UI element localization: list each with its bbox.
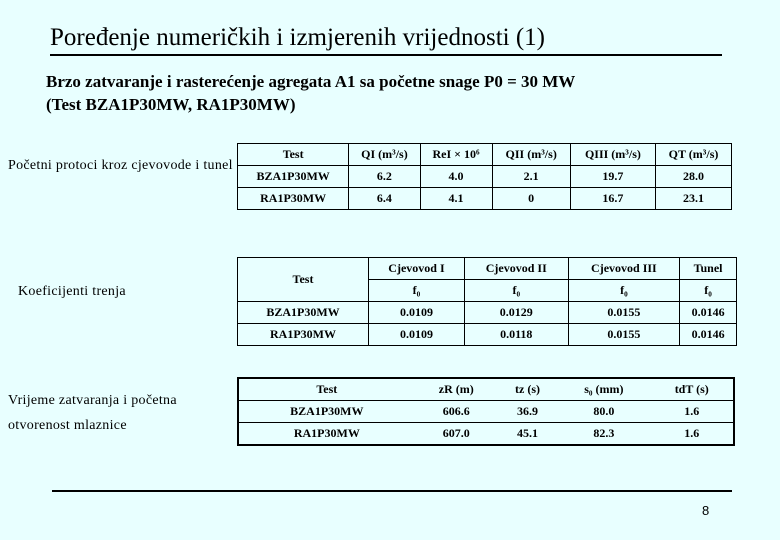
header-cell: tz (s) (515, 382, 540, 396)
cell: 1.6 (651, 401, 735, 423)
subtitle-line-2: (Test BZA1P30MW, RA1P30MW) (46, 95, 296, 114)
cell: 16.7 (570, 188, 655, 210)
header-cell: QII (m³/s) (492, 144, 570, 166)
cell: 0.0109 (369, 324, 465, 346)
header-cell: Test (316, 382, 338, 396)
header-cell: QIII (m³/s) (570, 144, 655, 166)
header-cell: tdT (s) (674, 382, 709, 396)
cell: 0.0109 (369, 302, 465, 324)
label-friction: Koeficijenti trenja (18, 284, 126, 299)
cell: BZA1P30MW (238, 166, 349, 188)
cell: BZA1P30MW (238, 401, 415, 423)
cell: 4.0 (420, 166, 492, 188)
cell: 19.7 (570, 166, 655, 188)
cell: 1.6 (651, 423, 735, 446)
cell: 0.0129 (464, 302, 568, 324)
header-cell: zR (m) (438, 382, 474, 396)
cell: 0.0155 (568, 324, 680, 346)
cell: 607.0 (415, 423, 498, 446)
table-closing (237, 377, 735, 446)
cell: f₀ (680, 280, 737, 302)
slide-subtitle (46, 70, 575, 116)
cell: 0.0155 (568, 302, 680, 324)
table-row (238, 423, 734, 446)
table-header-row (238, 258, 737, 280)
cell: RA1P30MW (238, 324, 369, 346)
cell: 6.4 (349, 188, 420, 210)
header-cell: Tunel (680, 258, 737, 280)
table-flows (237, 143, 732, 210)
header-cell: s₀ (mm) (584, 382, 624, 396)
table-header-row (238, 378, 734, 401)
header-cell: Cjevovod III (568, 258, 680, 280)
cell: f₀ (464, 280, 568, 302)
header-cell: Test (238, 144, 349, 166)
footer-divider (52, 490, 732, 492)
cell: 0.0146 (680, 302, 737, 324)
cell: 2.1 (492, 166, 570, 188)
cell: 80.0 (557, 401, 650, 423)
header-cell: ReI × 10⁶ (420, 144, 492, 166)
slide-title: Poređenje numeričkih i izmjerenih vrijednosti (1) (50, 22, 722, 56)
subtitle-line-1: Brzo zatvaranje i rasterećenje agregata A1 sa početne snage P0 = 30 MW (46, 72, 576, 91)
cell: 36.9 (498, 401, 557, 423)
table-row (238, 401, 734, 423)
cell: 6.2 (349, 166, 420, 188)
table-row (238, 324, 737, 346)
cell: 28.0 (656, 166, 732, 188)
cell: RA1P30MW (238, 423, 415, 446)
cell: 82.3 (557, 423, 650, 446)
label-flows: Početni protoci kroz cjevovode i tunel (8, 158, 233, 173)
cell: BZA1P30MW (238, 302, 369, 324)
table-header-row (238, 144, 732, 166)
cell: 0.0118 (464, 324, 568, 346)
page-number: 8 (702, 503, 710, 518)
cell: f₀ (568, 280, 680, 302)
cell: 4.1 (420, 188, 492, 210)
table-row (238, 302, 737, 324)
cell: 23.1 (656, 188, 732, 210)
label-closing: Vrijeme zatvaranja i početna otvorenost mlaznice (8, 393, 177, 433)
table-row (238, 166, 732, 188)
cell: f₀ (369, 280, 465, 302)
cell: RA1P30MW (238, 188, 349, 210)
cell: 606.6 (415, 401, 498, 423)
header-cell: QI (m³/s) (349, 144, 420, 166)
header-cell: Test (238, 258, 369, 302)
cell: 45.1 (498, 423, 557, 446)
header-cell: QT (m³/s) (656, 144, 732, 166)
header-cell: Cjevovod II (464, 258, 568, 280)
header-cell: Cjevovod I (369, 258, 465, 280)
table-friction (237, 257, 737, 346)
cell: 0 (492, 188, 570, 210)
table-row (238, 188, 732, 210)
cell: 0.0146 (680, 324, 737, 346)
